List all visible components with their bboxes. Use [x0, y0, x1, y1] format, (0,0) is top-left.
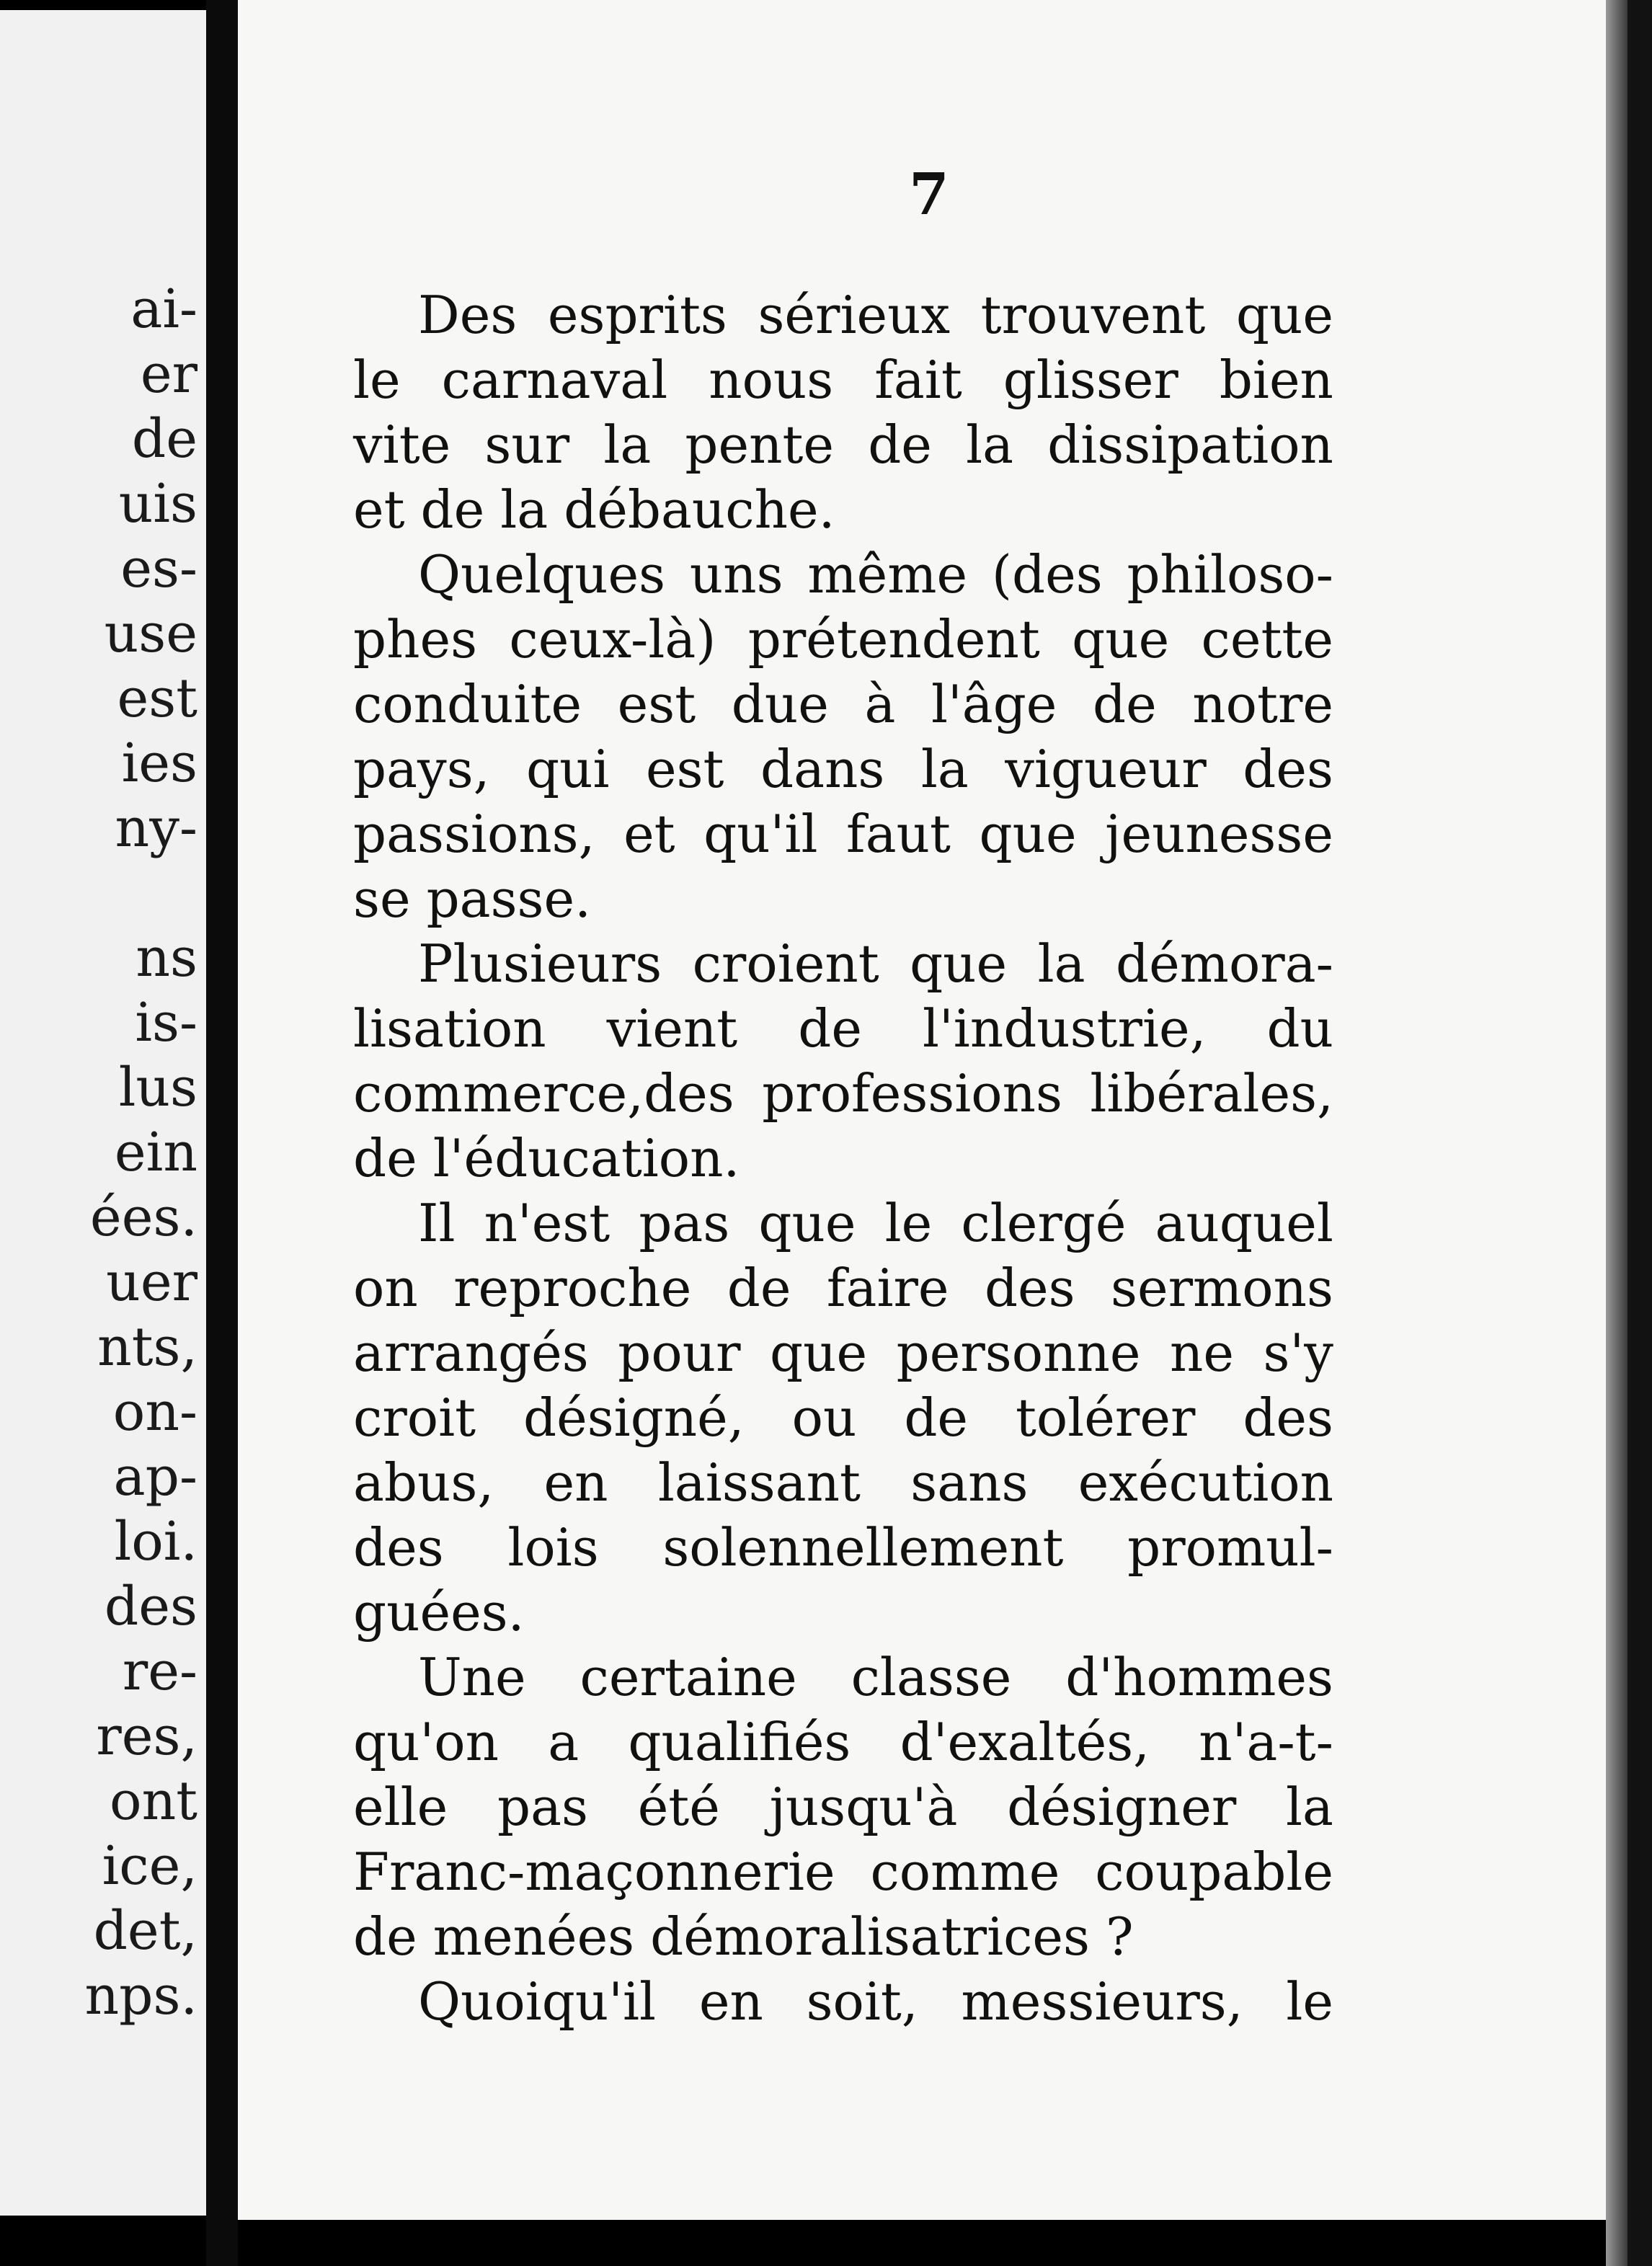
previous-page-line: nts,	[97, 1316, 197, 1378]
previous-page-line: is-	[135, 992, 197, 1054]
previous-page-line: on-	[112, 1381, 197, 1443]
text-line: des lois solennellement promul-	[353, 1517, 1333, 1578]
text-line: et de la débauche.	[353, 479, 835, 540]
previous-page-line: ap-	[113, 1446, 197, 1508]
text-line: Une certaine classe d'hommes	[418, 1647, 1333, 1707]
previous-page-line: es-	[120, 538, 197, 600]
text-line: Franc-maçonnerie comme coupable	[353, 1841, 1333, 1902]
text-line: elle pas été jusqu'à désigner la	[353, 1777, 1333, 1837]
previous-page-line: lus	[118, 1057, 197, 1119]
previous-page-line: ns	[136, 927, 197, 989]
previous-page-line: des	[104, 1576, 197, 1638]
previous-page-line: ai-	[130, 278, 197, 340]
text-line: guées.	[353, 1582, 525, 1643]
text-line: croit désigné, ou de tolérer des	[353, 1387, 1333, 1448]
text-line: Il n'est pas que le clergé auquel	[418, 1193, 1333, 1253]
text-line: arrangés pour que personne ne s'y	[353, 1323, 1333, 1383]
previous-page-line: res,	[96, 1705, 197, 1767]
book-page	[238, 0, 1606, 2220]
previous-page-line: de	[131, 408, 197, 470]
text-line: conduite est due à l'âge de notre	[353, 674, 1333, 734]
previous-page-fragment	[0, 10, 206, 2216]
text-line: de l'éducation.	[353, 1128, 740, 1188]
text-line: vite sur la pente de la dissipation	[353, 414, 1333, 475]
text-line: Quoiqu'il en soit, messieurs, le	[418, 1971, 1333, 2032]
text-line: phes ceux-là) prétendent que cette	[353, 609, 1333, 670]
text-line: Quelques uns même (des philoso-	[418, 544, 1333, 605]
text-line: commerce,des professions libérales,	[353, 1063, 1333, 1124]
previous-page-line: ein	[114, 1121, 197, 1183]
previous-page-line: ont	[110, 1770, 197, 1832]
previous-page-line: est	[117, 667, 197, 729]
previous-page-line: det,	[93, 1900, 197, 1962]
page-edge	[1606, 0, 1627, 2266]
text-line: de menées démoralisatrices ?	[353, 1906, 1134, 1967]
previous-page-line: use	[104, 603, 197, 665]
previous-page-line: er	[140, 343, 197, 405]
text-line: qu'on a qualifiés d'exaltés, n'a-t-	[353, 1712, 1333, 1772]
text-line: se passe.	[353, 868, 591, 929]
page-body-text	[353, 283, 1333, 2034]
previous-page-line: re-	[122, 1640, 197, 1702]
text-line: passions, et qu'il faut que jeunesse	[353, 804, 1333, 864]
previous-page-line: uis	[118, 473, 197, 535]
text-line: lisation vient de l'industrie, du	[353, 998, 1333, 1059]
page-edge-shadow	[1627, 0, 1652, 2266]
text-line: le carnaval nous fait glisser bien	[353, 350, 1333, 410]
previous-page-line: ny-	[115, 797, 197, 859]
previous-page-line: ice,	[102, 1835, 197, 1897]
previous-page-line: nps.	[84, 1965, 197, 2027]
text-line: on reproche de faire des sermons	[353, 1258, 1333, 1318]
previous-page-line: loi.	[114, 1511, 197, 1573]
text-line: abus, en laissant sans exécution	[353, 1452, 1333, 1513]
previous-page-line: uer	[106, 1251, 197, 1313]
previous-page-line: ies	[121, 732, 197, 794]
text-line: Des esprits sérieux trouvent que	[418, 285, 1333, 345]
previous-page-line: ées.	[89, 1186, 197, 1248]
text-line: pays, qui est dans la vigueur des	[353, 739, 1333, 799]
page-number: 7	[909, 160, 949, 228]
book-gutter	[206, 0, 238, 2266]
text-line: Plusieurs croient que la démora-	[418, 933, 1333, 994]
